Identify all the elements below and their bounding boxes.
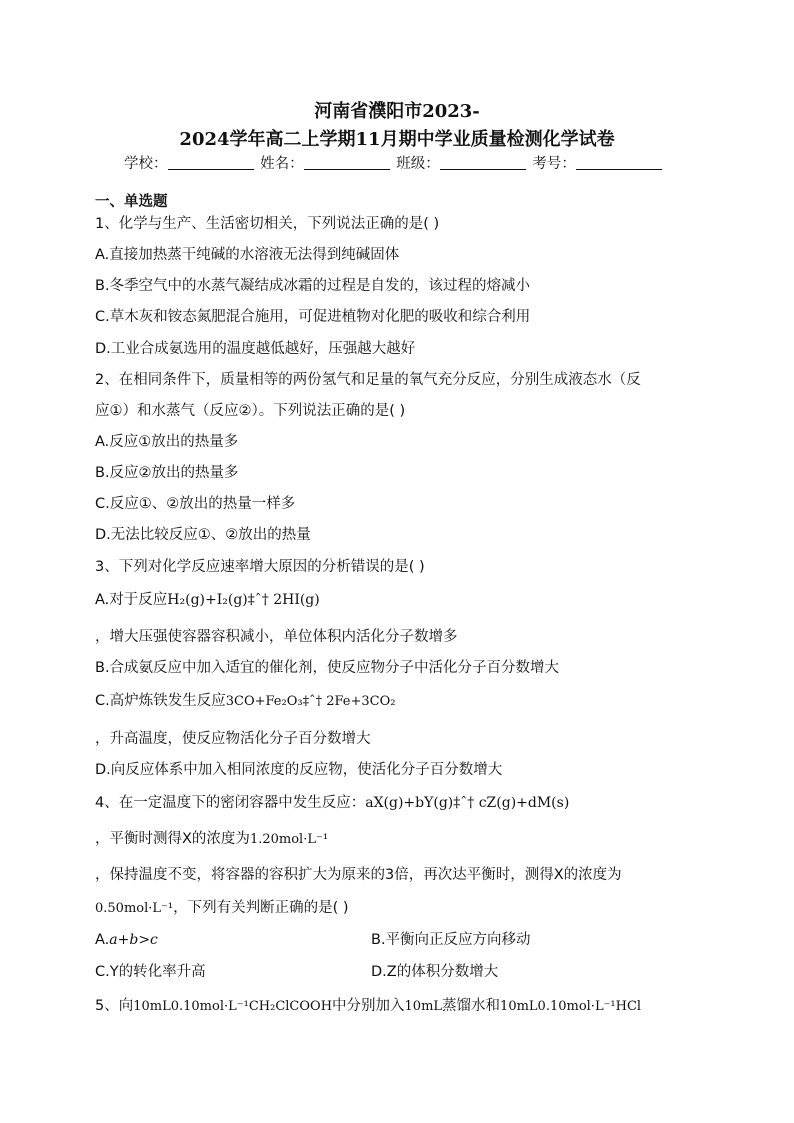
q2-option-d: D.无法比较反应①、②放出的热量 [95,527,311,543]
q2-option-c: C.反应①、②放出的热量一样多 [95,496,296,512]
name-blank [304,155,390,170]
q2-option-b: B.反应②放出的热量多 [95,465,239,481]
q4-concentration-2: 0.50mol·L⁻¹ [95,901,174,916]
school-label: 学校： [124,156,168,172]
q4-equation: aX(g)+bY(g)‡ˆ† cZ(g)+dM(s) [365,795,570,811]
q4-a-prefix: A. [95,932,110,948]
q5-stem [95,996,641,1017]
q3-a-prefix: A.对于反应 [95,592,168,608]
q3-a-equation: H₂(g)+I₂(g)‡ˆ† 2HI(g) [167,592,320,608]
q2-stem-line2: 应①）和水蒸气（反应②）。下列说法正确的是( ) [95,403,406,419]
q5-mid: 中分别加入 [332,998,405,1014]
number-blank [576,155,662,170]
q4-line2-prefix: ，平衡时测得X的浓度为 [95,831,250,847]
q2-stem-line1: 2、在相同条件下，质量相等的两份氢气和足量的氧气充分反应，分别生成液态水（反 [95,372,641,388]
q4-option-d: D.Z的体积分数增大 [371,964,499,980]
q2-option-a: A.反应①放出的热量多 [95,434,239,450]
q3-c-prefix: C.高炉炼铁发生反应 [95,693,226,709]
q1-stem: 1、化学与生产、生活密切相关，下列说法正确的是( ) [95,216,440,232]
q3-option-b: B.合成氨反应中加入适宜的催化剂，使反应物分子中活化分子百分数增大 [95,660,560,676]
number-label: 考号： [532,156,576,172]
class-blank [440,155,526,170]
q5-prefix: 5、向 [95,998,134,1014]
q1-option-c: C.草木灰和铵态氮肥混合施用，可促进植物对化肥的吸收和综合利用 [95,309,531,325]
class-label: 班级： [396,156,440,172]
q4-line2 [95,829,328,850]
q4-option-a [95,930,158,950]
q4-line4 [95,898,349,919]
page-title-line2: 2024学年高二上学期11月期中学业质量检测化学试卷 [179,129,615,150]
q3-c-equation: 3CO+Fe₂O₃‡ˆ† 2Fe+3CO₂ [225,694,396,709]
q1-option-a: A.直接加热蒸干纯碱的水溶液无法得到纯碱固体 [95,247,400,263]
q4-line4-suffix: ，下列有关判断正确的是( ) [173,900,349,916]
q4-line3: ，保持温度不变，将容器的容积扩大为原来的3倍，再次达平衡时，测得X的浓度为 [95,867,622,883]
section-heading: 一、单选题 [95,194,168,210]
q5-solution-2: 10mL0.10mol·L⁻¹HCl [500,999,642,1014]
school-blank [168,155,254,170]
q5-mid2: 蒸馏水和 [442,998,501,1014]
q3-stem: 3、下列对化学反应速率增大原因的分析错误的是( ) [95,559,425,575]
q4-concentration-1: 1.20mol·L⁻¹ [249,832,329,847]
q3-option-a [95,590,320,610]
q3-option-c [95,691,395,712]
q3-a-continuation: ，增大压强使容器容积减小，单位体积内活化分子数增多 [95,629,458,645]
name-label: 姓名： [260,156,304,172]
q4-stem [95,793,569,813]
q1-option-d: D.工业合成氨选用的温度越低越好，压强越大越好 [95,341,416,357]
q5-volume: 10mL [404,999,443,1014]
page-title-line1: 河南省濮阳市2023- [314,101,480,122]
q4-stem-prefix: 4、在一定温度下的密闭容器中发生反应： [95,795,366,811]
q1-option-b: B.冬季空气中的水蒸气凝结成冰霜的过程是自发的，该过程的熔减小 [95,278,531,294]
q4-option-b: B.平衡向正反应方向移动 [371,932,531,948]
q4-option-c: C.Y的转化率升高 [95,964,206,980]
q3-option-d: D.向反应体系中加入相同浓度的反应物，使活化分子百分数增大 [95,762,503,778]
student-info-row [124,152,664,173]
q5-solution-1: 10mL0.10mol·L⁻¹CH₂ClCOOH [133,999,333,1014]
q4-a-inequality: a+b>c [109,932,158,948]
q3-c-continuation: ，升高温度，使反应物活化分子百分数增大 [95,731,371,747]
